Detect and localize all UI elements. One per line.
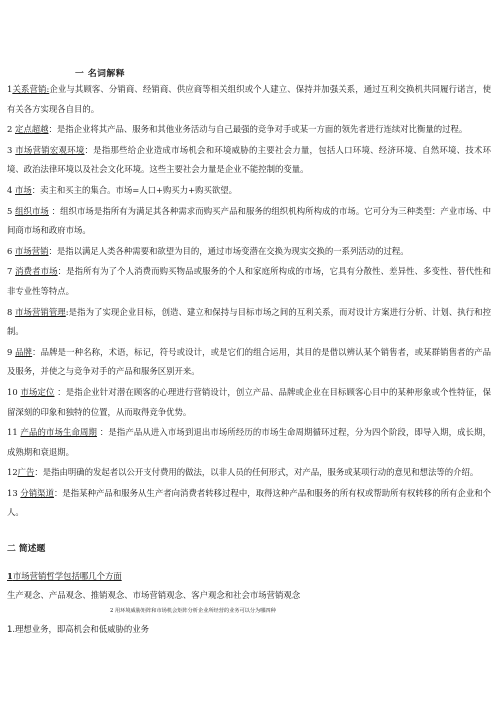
answer-2: 1.理想业务，即高机会和低威胁的业务 xyxy=(7,624,149,634)
section-title-definitions: 一 名词解释 xyxy=(75,69,126,79)
definition-term: 分销渠道 xyxy=(20,487,54,498)
definition-text: ：卖主和买主的集合。市场=人口+购买力+购买欲望。 xyxy=(31,184,238,195)
definition-text: ：是指由明确的发起者以公开支付费用的做法，以非人员的任何形式，对产品，服务或某项行动的意见和想法等的介绍。 xyxy=(34,467,479,478)
definition-number: 3 xyxy=(7,144,16,155)
definition-number: 5 xyxy=(7,205,16,216)
definition-number: 12 xyxy=(7,467,18,478)
question-2: 2 用环境威胁矩阵和市场机会矩阵分析企业所经营的业务可以分为哪四种 xyxy=(110,608,276,614)
definition-number: 9 xyxy=(7,346,16,357)
definition-number: 6 xyxy=(7,245,15,256)
definition-entry xyxy=(7,463,491,483)
definition-entry xyxy=(7,181,491,201)
definition-text: ：品牌是一种名称，术语，标记，符号或设计，或是它们的组合运用，其目的是借以辨认某个销售者，或某群销售者的产品及服务，并使之与竞争对手的产品和服务区别开来。 xyxy=(7,346,491,377)
definition-entry xyxy=(7,202,491,241)
definition-text: ：是指企业针对潜在顾客的心理进行营销设计，创立产品、品牌或企业在目标顾客心目中的某种形象或个性特征，保留深刻的印象和独特的位置，从而取得竞争优势。 xyxy=(7,386,491,417)
definition-number: 2 xyxy=(7,124,15,135)
definition-text: 企业与其顾客、分销商、经销商、供应商等相关组织或个人建立、保持并加强关系，通过互利交换机共同履行诺言，使有关各方实现各自目的。 xyxy=(7,84,491,114)
definition-term: 产品的市场生命周期 xyxy=(20,427,98,438)
definition-number: 8 xyxy=(7,306,16,317)
definition-entry xyxy=(7,484,491,523)
definition-term: 市场定位 xyxy=(20,386,55,397)
definition-entry xyxy=(7,120,491,140)
definition-number: 13 xyxy=(7,487,21,498)
definition-entry xyxy=(7,141,491,180)
question-1 xyxy=(7,570,122,582)
definition-entry xyxy=(7,423,491,462)
definition-text: ：是指某种产品和服务从生产者向消费者转移过程中，取得这种产品和服务的所有权或帮助所有权转移的所有企业和个人。 xyxy=(7,487,492,518)
section-title-short-answers: 二 简述题 xyxy=(7,544,46,554)
definition-text: ：是指所有为了个人消费而购买物品或服务的个人和家庭所构成的市场，它具有分散性、差异性、多变性、替代性和非专业性等特点。 xyxy=(7,266,491,296)
definition-number: 4 xyxy=(7,184,15,195)
definition-term: 广告 xyxy=(17,467,35,478)
definition-text: ：是指以满足人类各种需要和欲望为目的，通过市场变潜在交换为现实交换的一系列活动的过程。 xyxy=(48,245,409,256)
definition-term: 市场营销管理 xyxy=(15,306,66,317)
definition-term: 定点超越 xyxy=(15,124,49,135)
definition-term: 关系营销: xyxy=(12,84,50,94)
definition-entry xyxy=(7,303,491,342)
definition-text: :是指为了实现企业目标，创造、建立和保持与目标市场之间的互利关系，而对设计方案进行分析、计划、执行和控制。 xyxy=(7,306,492,337)
definition-term: 市场营销 xyxy=(15,245,49,256)
definition-term: 组织市场 xyxy=(15,205,49,216)
definition-number: 10 xyxy=(7,386,21,397)
definition-entry xyxy=(7,262,491,301)
definition-number: 11 xyxy=(7,427,21,438)
question-1-number: 1 xyxy=(7,571,13,581)
definition-entry xyxy=(7,80,491,119)
definition-term: 市场 xyxy=(15,184,32,195)
definition-text: ：是指企业将其产品、服务和其他业务活动与自己最强的竞争对手或某一方面的领先者进行连续对比衡量的过程。 xyxy=(48,124,468,135)
definition-term: 消费者市场 xyxy=(15,266,58,277)
definition-term: 品牌 xyxy=(15,346,33,357)
definition-entry xyxy=(7,242,491,262)
definition-term: 市场营销宏观环境 xyxy=(15,144,85,155)
definition-text: ：是指那些给企业造成市场机会和环境威胁的主要社会力量，包括人口环境、经济环境、自然环境、技术环境、政治法律环境以及社会文化环境。这些主要社会力量是企业不能控制的变量。 xyxy=(7,144,492,175)
question-1-text: 市场营销哲学包括哪几个方面 xyxy=(12,571,122,581)
definition-number: 7 xyxy=(7,266,16,277)
answer-1: 生产观念、产品观念、推销观念、市场营销观念、客户观念和社会市场营销观念 xyxy=(7,590,301,600)
definition-number: 1 xyxy=(7,84,13,94)
definition-entry xyxy=(7,383,491,422)
definition-text: ：组织市场是指所有为满足其各种需求而购买产品和服务的组织机构所构成的市场。它可分为三种类型：产业市场、中间商市场和政府市场。 xyxy=(7,205,491,236)
definition-text: ：是指产品从进入市场到退出市场所经历的市场生命周期循环过程，分为四个阶段，即导入期，成长期，成熟期和衰退期。 xyxy=(7,427,491,457)
definition-entry xyxy=(7,343,491,382)
definition-list xyxy=(7,80,491,524)
